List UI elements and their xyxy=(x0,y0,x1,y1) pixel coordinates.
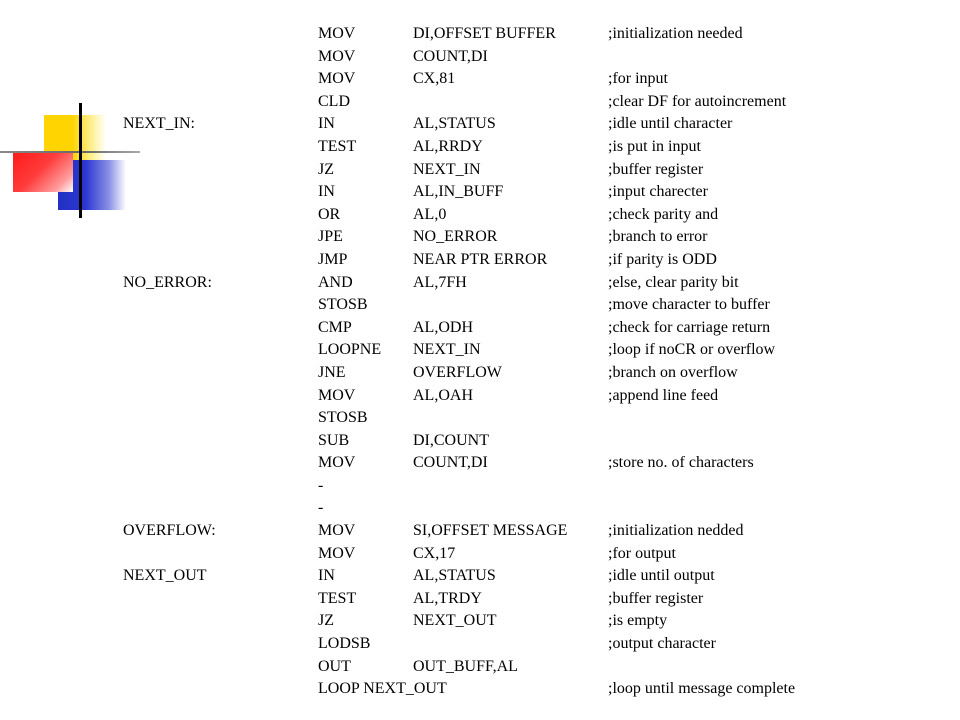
line-opcode: MOV xyxy=(318,386,356,404)
code-line xyxy=(0,543,960,566)
line-operand: AL,7FH xyxy=(413,273,467,291)
line-comment: ;is empty xyxy=(608,612,668,630)
line-opcode: IN xyxy=(318,115,335,133)
line-operand: AL,STATUS xyxy=(413,567,496,585)
line-label: NEXT_IN: xyxy=(123,115,195,133)
line-comment: ;else, clear parity bit xyxy=(608,273,739,291)
code-line xyxy=(0,226,960,249)
line-comment: ;if parity is ODD xyxy=(608,250,717,268)
line-operand: AL,0 xyxy=(413,205,447,223)
line-operand: AL,IN_BUFF xyxy=(413,183,504,201)
code-line xyxy=(0,407,960,430)
line-opcode: MOV xyxy=(318,544,356,562)
line-operand: CX,81 xyxy=(413,70,456,88)
line-opcode: SUB xyxy=(318,431,350,449)
code-line xyxy=(0,46,960,69)
line-opcode: LOOP NEXT_OUT xyxy=(318,680,447,698)
line-operand: CX,17 xyxy=(413,544,456,562)
line-comment: ;buffer register xyxy=(608,160,704,178)
line-opcode: JPE xyxy=(318,228,343,246)
code-line xyxy=(0,452,960,475)
line-comment: ;input charecter xyxy=(608,183,708,201)
line-comment: ;idle until output xyxy=(608,567,715,585)
code-line xyxy=(0,23,960,46)
line-opcode: MOV xyxy=(318,25,356,42)
code-line xyxy=(0,181,960,204)
line-comment: ;clear DF for autoincrement xyxy=(608,92,787,110)
code-line xyxy=(0,204,960,227)
code-line xyxy=(0,113,960,136)
line-opcode: IN xyxy=(318,567,335,585)
line-opcode: OR xyxy=(318,205,341,223)
line-opcode: - xyxy=(318,476,324,494)
line-operand: DI,OFFSET BUFFER xyxy=(413,25,556,42)
line-operand: NEXT_IN xyxy=(413,160,481,178)
code-line xyxy=(0,497,960,520)
code-line xyxy=(0,633,960,656)
code-line xyxy=(0,68,960,91)
code-line xyxy=(0,317,960,340)
code-line xyxy=(0,610,960,633)
line-opcode: CLD xyxy=(318,92,350,110)
code-line xyxy=(0,91,960,114)
code-line xyxy=(0,565,960,588)
line-operand: AL,ODH xyxy=(413,318,473,336)
code-line xyxy=(0,475,960,498)
code-line xyxy=(0,159,960,182)
line-comment: ;initialization nedded xyxy=(608,522,744,540)
line-comment: ;check for carriage return xyxy=(608,318,771,336)
line-operand: OVERFLOW xyxy=(413,363,502,381)
line-opcode: LODSB xyxy=(318,635,371,653)
line-opcode: MOV xyxy=(318,70,356,88)
code-line xyxy=(0,249,960,272)
line-opcode: JZ xyxy=(318,160,334,178)
line-operand: COUNT,DI xyxy=(413,454,488,472)
code-line xyxy=(0,294,960,317)
line-opcode: TEST xyxy=(318,589,357,607)
line-opcode: JZ xyxy=(318,612,334,630)
line-operand: NO_ERROR xyxy=(413,228,498,246)
line-opcode: CMP xyxy=(318,318,352,336)
line-comment: ;initialization needed xyxy=(608,25,743,42)
line-comment: ;output character xyxy=(608,635,716,653)
assembly-listing xyxy=(0,23,960,701)
line-operand: NEAR PTR ERROR xyxy=(413,250,548,268)
line-comment: ;loop if noCR or overflow xyxy=(608,341,776,359)
line-opcode: AND xyxy=(318,273,353,291)
code-line xyxy=(0,588,960,611)
line-label: NEXT_OUT xyxy=(123,567,207,585)
line-comment: ;idle until character xyxy=(608,115,733,133)
code-line xyxy=(0,385,960,408)
line-opcode: STOSB xyxy=(318,409,368,427)
line-opcode: TEST xyxy=(318,137,357,155)
line-comment: ;store no. of characters xyxy=(608,454,754,472)
line-comment: ;is put in input xyxy=(608,137,701,155)
code-line xyxy=(0,656,960,679)
line-comment: ;branch to error xyxy=(608,228,708,246)
code-line xyxy=(0,272,960,295)
line-opcode: STOSB xyxy=(318,296,368,314)
line-opcode: MOV xyxy=(318,454,356,472)
line-operand: AL,TRDY xyxy=(413,589,482,607)
code-line xyxy=(0,520,960,543)
line-opcode: MOV xyxy=(318,522,356,540)
line-comment: ;check parity and xyxy=(608,205,719,223)
line-label: OVERFLOW: xyxy=(123,522,216,540)
line-comment: ;buffer register xyxy=(608,589,704,607)
line-operand: NEXT_OUT xyxy=(413,612,497,630)
line-comment: ;loop until message complete xyxy=(608,680,796,698)
line-opcode: IN xyxy=(318,183,335,201)
code-line xyxy=(0,339,960,362)
line-operand: SI,OFFSET MESSAGE xyxy=(413,522,568,540)
code-line xyxy=(0,136,960,159)
line-operand: OUT_BUFF,AL xyxy=(413,657,518,675)
line-opcode: MOV xyxy=(318,47,356,65)
code-line xyxy=(0,678,960,701)
line-operand: AL,RRDY xyxy=(413,137,483,155)
line-opcode: - xyxy=(318,499,324,517)
line-operand: COUNT,DI xyxy=(413,47,488,65)
line-operand: NEXT_IN xyxy=(413,341,481,359)
code-line xyxy=(0,430,960,453)
line-operand: AL,STATUS xyxy=(413,115,496,133)
line-operand: DI,COUNT xyxy=(413,431,489,449)
line-comment: ;for output xyxy=(608,544,676,562)
line-opcode: JMP xyxy=(318,250,348,268)
line-opcode: LOOPNE xyxy=(318,341,382,359)
line-label: NO_ERROR: xyxy=(123,273,212,291)
line-comment: ;append line feed xyxy=(608,386,719,404)
line-comment: ;branch on overflow xyxy=(608,363,738,381)
line-opcode: OUT xyxy=(318,657,351,675)
code-line xyxy=(0,362,960,385)
line-opcode: JNE xyxy=(318,363,346,381)
line-operand: AL,OAH xyxy=(413,386,473,404)
line-comment: ;for input xyxy=(608,70,668,88)
line-comment: ;move character to buffer xyxy=(608,296,770,314)
